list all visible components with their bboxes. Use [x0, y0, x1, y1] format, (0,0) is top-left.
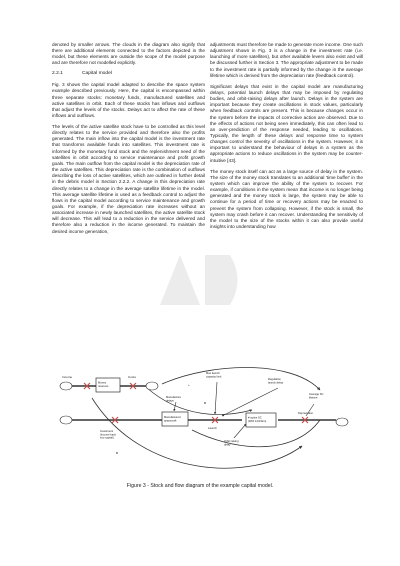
- paragraph: denoted by smaller arrows. The clouds in the diagram also signify that there are additional elements connected to the factors depicted in the model, but these elements are outside the scope of the model purpose and are therefore not modelled explicitly.: [52, 42, 205, 66]
- launch-label: Launch: [208, 427, 217, 430]
- figure-caption: Figure 3 - Stock and flow diagram of the example capital model.: [126, 483, 274, 489]
- costs-label: Costs: [128, 375, 136, 379]
- left-column: [52, 42, 205, 240]
- manufacture-delays-label: Manufacture delays: [166, 396, 181, 403]
- section-title: Capital model: [82, 71, 112, 77]
- section-number: 2.2.1: [52, 71, 63, 77]
- income-label: Income: [62, 375, 73, 379]
- link-arrow: [174, 402, 176, 411]
- feedback-loop-outer: [92, 398, 302, 468]
- feedback-link-mid: [147, 388, 252, 415]
- paragraph: Significant delays that exist in the capital model are manufacturing delays, potential launch delays that may be imposed by regulating bodies, and orbit-raising delays after launch. Delays in the system are important because they create oscillations in stock values, particularly when feedback controls are present. This is because changes occur in the system before the impacts of corrective action are observed. Due to the effects of actions not being seen immediately, this can often lead to an over-prediction of the response needed, leading to oscillations. Typically, the length of these delays and response time to system changes control the severity of oscillations in the system. However, it is important to understand the behaviour of delays in a system as the appropriate actions to reduce oscillations in the system may be counter-intuitive [43].: [210, 83, 363, 163]
- manufactured-spacecraft-label: Manufactured spacecraft: [164, 416, 181, 423]
- right-column: [210, 42, 363, 235]
- paragraph: adjustments must therefore be made to generate more income. One such adjustment shown in Fig. 3 is a change in the investment rate (i.e. launching of more satellites), but other available levers also exist and will be discussed further in Section 3. The appropriate adjustment to be made to the investment rate is partially informed by the change in the average lifetime which is derived from the depreciation rate (feedback control).: [210, 42, 363, 78]
- depreciation-label: Depreciation: [298, 412, 314, 415]
- watermark-logo: [150, 245, 250, 315]
- money-reserves-label: Money reserves: [98, 381, 109, 388]
- cloud-icon: [146, 382, 158, 390]
- feedback-loop-top: [162, 367, 320, 390]
- max-launch-capacity-label: Max launch capacity limit: [206, 372, 222, 379]
- paragraph: The levels of the active satellite stock have to be controlled as this level directly relates to the service provided and therefore also the profits generated. The main inflow into the capital model is the investment rate that transforms available funds into satellites. This investment rate is informed by the monetary fund stock and the replenishment need of the satellites in orbit according to service maintenance and profit growth goals. The main outflow from the capital model is the depreciation rate of the active satellites. This depreciation rate is the combination of outflows describing the loss of active satellites, which are outlined in further detail in the debris model in Section 2.2.2. A change in this depreciation rate directly relates to a change in the average satellite lifetime in the model. This average satellite lifetime is used as a feedback control to adjust the flows in the capital model according to service maintenance and growth goals. For example, if the depreciation rate increases without an associated increase in newly launched satellites, the active satellite stock will decrease. This will lead to a reduction in the service delivered and therefore also a reduction in the income generated. To maintain the desired income generation,: [52, 123, 205, 234]
- loop-b-label: B: [204, 401, 207, 405]
- active-sc-label: # active SC (With 12/13km): [248, 416, 267, 423]
- cloud-icon: [60, 382, 72, 390]
- paragraph: The money stock itself can act as a large source of delay in the system. The size of the money stock translates to an additional 'time buffer' in the system which can improve the ability of the system to recover. For example, if conditions in the system mean that income is no longer being generated and the money stock is large, the system may be able to continue for a period of time or recovery actions may be enacted to prevent the system from collapsing. However, if the stock is small, the system may crash before it can recover. Understanding the sensitivity of the model to the size of the stocks within it can also provide useful insights into understanding how: [210, 168, 363, 229]
- paragraph: Fig. 3 shows the capital model adapted to describe the space system example described previously. Here, the capital is encompassed within three separate stocks: monetary funds, manufactured satellites and active satellites in orbit. Each of these stocks has inflows and outflows that adjust the levels of the stocks. Delays act to affect the rate of these inflows and outflows.: [52, 82, 205, 118]
- stock-flow-diagram: [52, 358, 352, 483]
- investment-label: Investment (income back into capital): [100, 430, 116, 440]
- orbit-raising-delay-label: Orbit raising delay: [224, 440, 239, 447]
- diagram-canvas: [52, 358, 352, 483]
- link-arrow: [215, 382, 217, 414]
- loop-b-label: B: [116, 451, 119, 455]
- link-arrow: [234, 424, 246, 438]
- average-sc-lifetime-label: Average SC lifetime: [309, 393, 324, 400]
- link-arrow: [222, 388, 278, 416]
- cloud-icon: [336, 418, 348, 426]
- regulation-launch-delay-label: Regulation launch delay: [268, 378, 284, 385]
- section-heading: [52, 71, 205, 77]
- polarity-plus-label: +: [188, 383, 190, 387]
- cloud-icon: [60, 416, 72, 424]
